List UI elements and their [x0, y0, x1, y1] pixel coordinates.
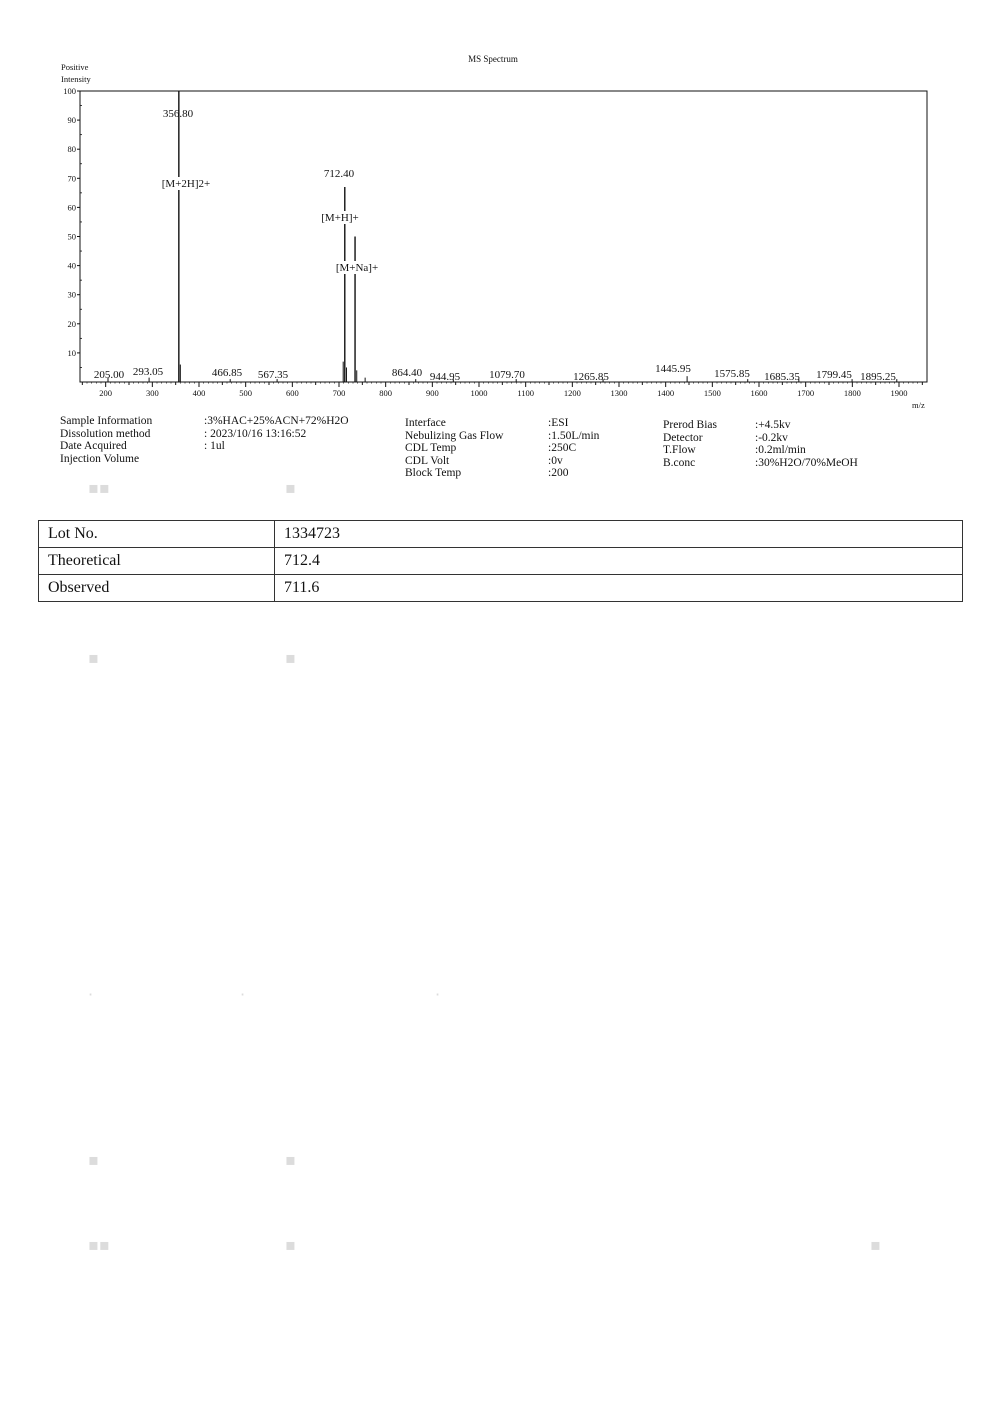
y-axis-label-line2: Intensity: [61, 74, 91, 84]
instrument-info-labels: [405, 417, 503, 480]
sample-info-block: [60, 415, 390, 475]
b-conc-value: :30%H2O/70%MeOH: [755, 456, 858, 469]
lot-summary-table: [38, 520, 963, 602]
peak-labels: [94, 108, 897, 383]
b-conc-label: B.conc: [663, 456, 696, 469]
peak-label: 1685.35: [764, 371, 800, 383]
prerod-bias-value: :+4.5kv: [755, 419, 791, 431]
detector-label: Detector: [663, 431, 703, 444]
y-axis-label-line1: Positive: [61, 62, 89, 72]
watermark-mark: ▪: [88, 1150, 99, 1169]
watermark-mark: ▪: [285, 478, 296, 497]
cdl-temp-label: CDL Temp: [405, 442, 457, 455]
x-tick-label: 1800: [843, 388, 861, 398]
x-tick-label: 600: [285, 388, 299, 398]
y-tick-label: 80: [67, 144, 76, 155]
table-row: [39, 575, 963, 602]
peak-label: 712.40: [323, 168, 355, 180]
dissolution-method-value: :3%HAC+25%ACN+72%H2O: [204, 415, 349, 427]
dissolution-method-label: Dissolution method: [60, 427, 151, 440]
block-temp-label: Block Temp: [405, 467, 462, 480]
watermark-mark: ·: [88, 985, 94, 1004]
peak-label: 1575.85: [714, 368, 750, 380]
peak-label: 864.40: [391, 367, 423, 379]
chart-title: MS Spectrum: [468, 54, 518, 64]
peak-label: 1895.25: [860, 371, 896, 383]
instrument-info-values: [548, 417, 599, 480]
interface-label: Interface: [405, 417, 446, 429]
theoretical-label: Theoretical: [39, 548, 275, 575]
observed-label: Observed: [39, 575, 275, 602]
t-flow-value: :0.2ml/min: [755, 444, 806, 457]
x-tick-label: 1100: [517, 388, 535, 398]
watermark-mark: ▪: [870, 1235, 881, 1254]
peak-label: 1799.45: [816, 369, 852, 381]
y-tick-label: 10: [67, 347, 76, 358]
peak-label: 466.85: [211, 367, 243, 379]
x-tick-label: 500: [239, 388, 253, 398]
lot-no-value: 1334723: [275, 521, 963, 548]
watermark-mark: ▪: [88, 648, 99, 667]
watermark-mark: ▪: [285, 1150, 296, 1169]
cdl-temp-value: :250C: [548, 442, 577, 455]
x-tick-label: 1000: [470, 388, 488, 398]
y-tick-label: 40: [67, 260, 76, 271]
x-tick-label: 800: [379, 388, 393, 398]
peak-label: 1079.70: [489, 369, 525, 381]
sample-info-values: [204, 415, 349, 453]
x-tick-label: 700: [332, 388, 346, 398]
peak-label: 944.95: [429, 371, 461, 383]
x-tick-label: 400: [192, 388, 206, 398]
block-temp-value: :200: [548, 467, 569, 480]
instrument-info-block: [405, 417, 645, 482]
detector-value: :-0.2kv: [755, 431, 788, 444]
detector-info-labels: [663, 419, 717, 469]
x-axis-ticks: [82, 382, 922, 398]
watermark-mark: ·: [240, 985, 246, 1004]
ion-annotation: [M+2H]2+: [161, 178, 211, 190]
spectrum-peaks: [108, 91, 897, 382]
x-tick-label: 1600: [750, 388, 768, 398]
peak-label: 567.35: [257, 369, 289, 381]
peak-label: 293.05: [132, 366, 164, 378]
y-tick-label: 30: [67, 289, 76, 300]
interface-value: :ESI: [548, 417, 569, 429]
x-tick-label: 900: [425, 388, 439, 398]
y-tick-label: 20: [67, 318, 76, 329]
y-tick-label: 90: [67, 115, 76, 126]
cdl-volt-value: :0v: [548, 454, 563, 467]
plot-frame: [80, 91, 927, 382]
observed-value: 711.6: [275, 575, 963, 602]
x-tick-label: 1400: [657, 388, 675, 398]
y-tick-label: 60: [67, 202, 76, 213]
detector-info-values: [755, 419, 858, 469]
detector-info-block: [663, 419, 903, 474]
ion-annotation: [M+H]+: [321, 212, 359, 224]
x-tick-label: 1500: [703, 388, 721, 398]
x-tick-label: 1200: [563, 388, 581, 398]
table-row: [39, 521, 963, 548]
nebulizing-gas-flow-value: :1.50L/min: [548, 429, 600, 442]
injection-volume-label: Injection Volume: [60, 452, 140, 465]
watermark-mark: ▪: [285, 648, 296, 667]
peak-label: 1265.85: [573, 371, 609, 383]
watermark-mark: ▪▪: [88, 1235, 110, 1254]
peak-label: 356.80: [162, 108, 194, 120]
injection-volume-value: : 1ul: [204, 440, 225, 453]
t-flow-label: T.Flow: [663, 444, 696, 457]
ion-annotations: [162, 177, 379, 274]
watermark-mark: ·: [435, 985, 441, 1004]
sample-info-labels: [60, 415, 152, 465]
y-tick-label: 50: [67, 231, 76, 242]
x-tick-label: 1700: [797, 388, 815, 398]
date-acquired-label: Date Acquired: [60, 440, 127, 453]
x-tick-label: 1900: [890, 388, 908, 398]
ion-annotation: [M+Na]+: [335, 262, 379, 274]
x-tick-label: 200: [99, 388, 113, 398]
date-acquired-value: : 2023/10/16 13:16:52: [204, 427, 307, 440]
nebulizing-gas-flow-label: Nebulizing Gas Flow: [405, 429, 504, 442]
x-tick-label: 1300: [610, 388, 628, 398]
table-row: [39, 548, 963, 575]
theoretical-value: 712.4: [275, 548, 963, 575]
x-axis-label: m/z: [912, 400, 925, 410]
y-tick-label: 70: [67, 173, 76, 184]
prerod-bias-label: Prerod Bias: [663, 419, 717, 431]
sample-info-label: Sample Information: [60, 415, 153, 427]
x-tick-label: 300: [145, 388, 159, 398]
y-tick-label: 100: [63, 86, 76, 96]
watermark-mark: ▪: [285, 1235, 296, 1254]
watermark-mark: ▪▪: [88, 478, 110, 497]
peak-label: 1445.95: [655, 363, 691, 375]
lot-no-label: Lot No.: [39, 521, 275, 548]
y-axis-ticks: [63, 86, 82, 367]
peak-label: 205.00: [93, 369, 125, 381]
cdl-volt-label: CDL Volt: [405, 454, 450, 467]
